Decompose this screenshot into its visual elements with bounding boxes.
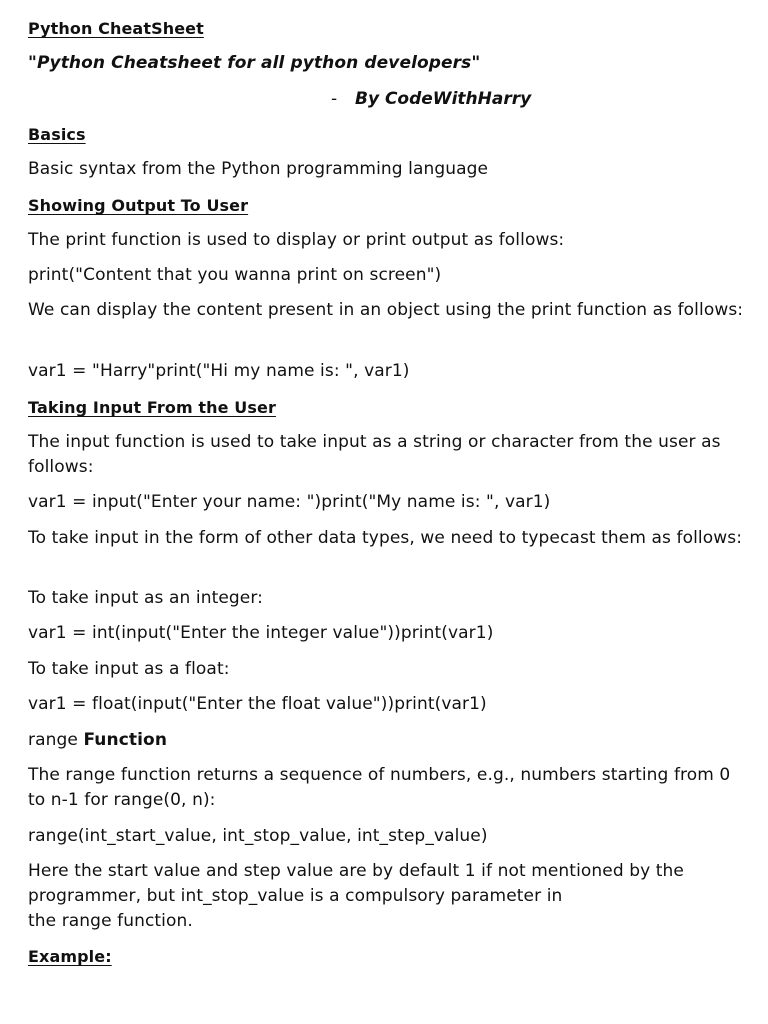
output-heading: Showing Output To User [28, 196, 249, 215]
example-heading: Example: [28, 947, 112, 966]
output-code-1: print("Content that you wanna print on screen") [28, 265, 442, 285]
input-code-2: var1 = int(input("Enter the integer value"))print(var1) [28, 623, 494, 643]
input-heading: Taking Input From the User [28, 398, 276, 417]
input-paragraph-4: To take input as a float: [28, 659, 230, 679]
input-code-1: var1 = input("Enter your name: ")print("My name is: ", var1) [28, 492, 551, 512]
input-paragraph-1: The input function is used to take input as a string or character from the user as follows: [28, 432, 721, 477]
document-title: Python CheatSheet [28, 19, 204, 38]
output-paragraph-1: The print function is used to display or print output as follows: [28, 230, 565, 250]
range-prefix: range [28, 730, 84, 750]
range-paragraph-2-line-1: Here the start value and step value are by default 1 if not mentioned by the [28, 861, 684, 881]
range-code: range(int_start_value, int_stop_value, int_step_value) [28, 826, 488, 846]
input-code-3: var1 = float(input("Enter the float value"))print(var1) [28, 694, 487, 714]
range-paragraph-2-line-3: the range function. [28, 911, 193, 931]
input-paragraph-2: To take input in the form of other data types, we need to typecast them as follows: [28, 528, 743, 548]
output-paragraph-2: We can display the content present in an object using the print function as follows: [28, 300, 744, 320]
input-paragraph-3: To take input as an integer: [28, 588, 263, 608]
byline-dash: - [331, 89, 338, 109]
range-paragraph-2-line-2: programmer, but int_stop_value is a compulsory parameter in [28, 886, 563, 906]
basics-text: Basic syntax from the Python programming language [28, 159, 489, 179]
range-paragraph-1: The range function returns a sequence of numbers, e.g., numbers starting from 0 to n-1 for range(0, n): [28, 765, 731, 810]
range-heading: Function [83, 730, 168, 750]
byline [331, 87, 531, 112]
basics-heading: Basics [28, 125, 86, 144]
output-code-2: var1 = "Harry"print("Hi my name is: ", var1) [28, 361, 410, 381]
document-subtitle: "Python Cheatsheet for all python developers" [28, 53, 481, 73]
byline-author: By CodeWithHarry [355, 89, 532, 109]
range-heading-line [28, 728, 748, 753]
